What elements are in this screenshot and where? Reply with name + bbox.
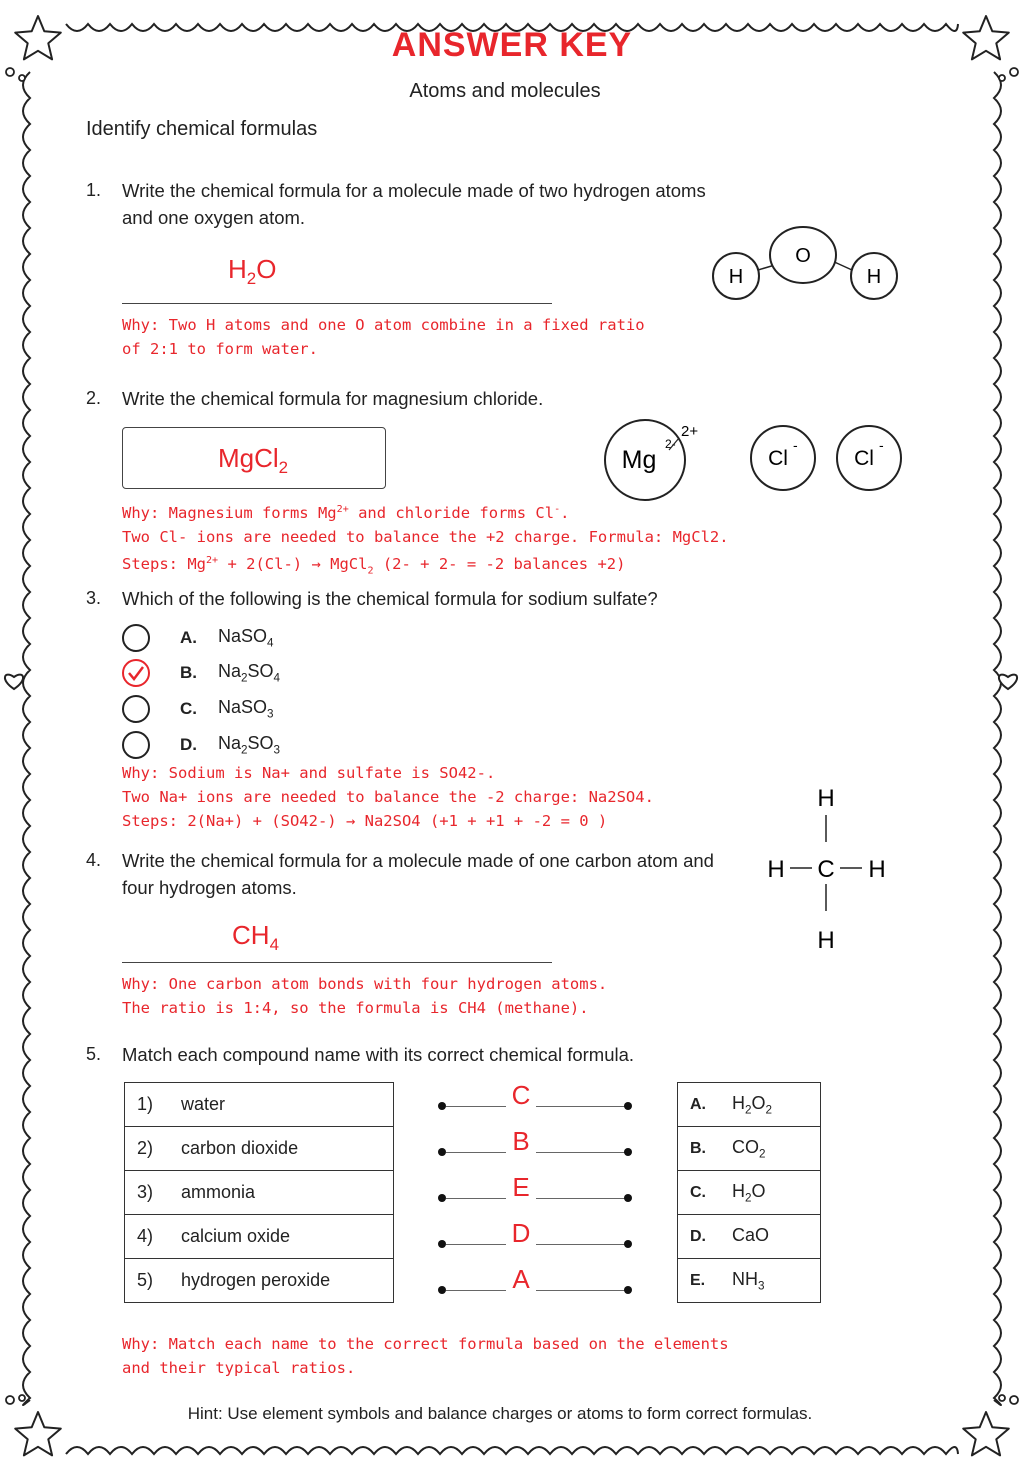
- formula-cell: [678, 1215, 821, 1259]
- magnesium-inner-charge: 2-: [665, 437, 676, 451]
- match-dot-left[interactable]: [438, 1194, 446, 1202]
- superscript: -: [554, 504, 561, 515]
- formula-cell: [678, 1127, 821, 1171]
- compound-row: [125, 1083, 394, 1127]
- formula-subscript: 2: [241, 671, 248, 685]
- border-scallop: [23, 72, 30, 1405]
- answer-subscript: 4: [269, 935, 279, 955]
- match-line: [446, 1106, 626, 1107]
- option-letter: B.: [180, 663, 197, 682]
- formula-cell: [678, 1171, 821, 1215]
- match-line: [446, 1198, 626, 1199]
- formula-subscript: 3: [267, 707, 274, 721]
- formula-row: [678, 1083, 821, 1127]
- question-2-explanation: [122, 498, 729, 583]
- check-icon: [124, 661, 148, 685]
- formula-subscript: 4: [267, 636, 274, 650]
- superscript: 2+: [206, 555, 219, 567]
- question-3-explanation: [122, 761, 654, 833]
- formula-part: CO: [732, 1136, 759, 1157]
- formula-subscript: 3: [273, 743, 281, 757]
- formula-letter: E.: [690, 1271, 706, 1289]
- explanation-line: Two Cl- ions are needed to balance the +2 charge. Formula: MgCl2.: [122, 528, 729, 547]
- question-4-answer-line: [122, 962, 552, 963]
- formula-part: Na: [218, 733, 242, 753]
- compound-cell: [125, 1127, 394, 1171]
- question-3-number: 3.: [86, 588, 102, 608]
- formula-letter: A.: [690, 1095, 706, 1113]
- match-dot-left[interactable]: [438, 1102, 446, 1110]
- formula-cell: [678, 1259, 821, 1303]
- text-run: and chloride forms Cl: [348, 504, 555, 523]
- match-answer-letter: E: [506, 1172, 536, 1203]
- answer-subscript: 2: [278, 458, 289, 478]
- question-4-line-2: four hydrogen atoms.: [122, 877, 297, 898]
- formula-letter: C.: [690, 1183, 706, 1201]
- hydrogen-atom-left: H: [728, 266, 744, 288]
- match-dot-right[interactable]: [624, 1286, 632, 1294]
- oxygen-atom: O: [795, 245, 811, 267]
- option-letter: D.: [180, 735, 197, 754]
- formula-part: O: [751, 1092, 766, 1113]
- compound-row: [125, 1127, 394, 1171]
- text-run: (2- + 2- = -2 balances +2): [373, 555, 626, 574]
- compound-number: 4): [137, 1226, 154, 1246]
- question-1-line-2: and one oxygen atom.: [122, 207, 306, 228]
- hydrogen-atom-right: H: [866, 266, 882, 288]
- question-1-line-1: Write the chemical formula for a molecule made of two hydrogen atoms: [122, 180, 706, 201]
- hydrogen-right: H: [868, 856, 886, 883]
- question-5-text: Match each compound name with its correct chemical formula.: [122, 1044, 635, 1065]
- formula-part: H: [732, 1092, 745, 1113]
- circle-ornament: [1010, 68, 1018, 76]
- hint-text: Hint: Use element symbols and balance charges or atoms to form correct formulas.: [187, 1404, 813, 1423]
- match-dot-right[interactable]: [624, 1194, 632, 1202]
- question-1-text: [122, 177, 706, 231]
- formula-subscript: 3: [758, 1279, 765, 1293]
- explanation-line: Two Na+ ions are needed to balance the -2 charge: Na2SO4.: [122, 788, 654, 806]
- compound-name: hydrogen peroxide: [181, 1270, 331, 1290]
- option-formula: [218, 697, 274, 721]
- question-2-answer: [218, 443, 288, 478]
- text-run: + 2(Cl-) → MgCl: [218, 555, 368, 574]
- explanation-line: Why: Sodium is Na+ and sulfate is SO42-.: [122, 764, 496, 782]
- compound-number: 2): [137, 1138, 154, 1158]
- question-1-answer-line: [122, 303, 552, 304]
- magnesium-ion: Mg: [621, 446, 657, 474]
- formula-part: Na: [218, 661, 242, 681]
- option-letter: C.: [180, 699, 197, 718]
- match-answer-letter: D: [506, 1218, 536, 1249]
- formulas-table: [677, 1082, 821, 1303]
- option-radio-checked[interactable]: [122, 659, 150, 687]
- question-4-line-1: Write the chemical formula for a molecule made of one carbon atom and: [122, 850, 714, 871]
- compound-number: 3): [137, 1182, 154, 1202]
- formula-subscript: 2: [745, 1103, 752, 1117]
- option-radio[interactable]: [122, 624, 150, 652]
- match-dot-right[interactable]: [624, 1148, 632, 1156]
- section-heading: Identify chemical formulas: [86, 118, 318, 140]
- border-scallop: [66, 1447, 958, 1454]
- water-molecule-diagram: [700, 215, 910, 305]
- question-5-explanation: [122, 1332, 729, 1380]
- compound-cell: [125, 1171, 394, 1215]
- formula-row: [678, 1171, 821, 1215]
- match-answer-letter: C: [506, 1080, 536, 1111]
- explanation-line: The ratio is 1:4, so the formula is CH4 (methane).: [122, 999, 589, 1017]
- match-line: [446, 1290, 626, 1291]
- compound-name: water: [181, 1094, 226, 1114]
- formula-part: NaSO: [218, 697, 268, 717]
- text-run: Why: Magnesium forms Mg: [122, 504, 337, 523]
- match-line: [446, 1244, 626, 1245]
- formula-subscript: 2: [759, 1147, 766, 1161]
- explanation-line: and their typical ratios.: [122, 1359, 356, 1377]
- compound-row: [125, 1215, 394, 1259]
- heart-icon: [999, 675, 1017, 689]
- option-letter: A.: [180, 628, 197, 647]
- option-formula: [218, 733, 280, 757]
- option-radio[interactable]: [122, 731, 150, 759]
- magnesium-charge: 2+: [681, 423, 699, 440]
- question-1-number: 1.: [86, 180, 102, 200]
- question-2-number: 2.: [86, 388, 102, 408]
- hydrogen-top: H: [817, 785, 835, 812]
- question-1-answer: [228, 254, 276, 289]
- match-line: [446, 1152, 626, 1153]
- heart-icon: [5, 675, 23, 689]
- hydrogen-bottom: H: [817, 927, 835, 954]
- formula-part: NH: [732, 1268, 758, 1289]
- formula-subscript: 2: [765, 1103, 773, 1117]
- match-dot-right[interactable]: [624, 1240, 632, 1248]
- answer-part: MgCl: [218, 443, 279, 473]
- formula-part: NaSO: [218, 626, 268, 646]
- compound-names-table: [124, 1082, 394, 1303]
- formula-letter: D.: [690, 1227, 706, 1245]
- formula-row: [678, 1259, 821, 1303]
- compound-row: [125, 1171, 394, 1215]
- compound-number: 1): [137, 1094, 154, 1114]
- explanation-line: Steps: 2(Na+) + (SO42-) → Na2SO4 (+1 + +1 + -2 = 0 ): [122, 812, 608, 830]
- question-1-explanation: [122, 313, 645, 361]
- text-run: Steps: Mg: [122, 555, 206, 574]
- match-answer-letter: B: [506, 1126, 536, 1157]
- answer-subscript: 2: [246, 269, 257, 289]
- chloride-ion-1: Cl: [768, 447, 788, 470]
- option-formula: [218, 626, 274, 650]
- match-dot-left[interactable]: [438, 1286, 446, 1294]
- formula-subscript: 2: [241, 743, 248, 757]
- page-title: ANSWER KEY: [391, 26, 633, 64]
- option-radio[interactable]: [122, 695, 150, 723]
- compound-name: calcium oxide: [181, 1226, 291, 1246]
- methane-structure-diagram: [760, 780, 900, 955]
- text-run: .: [560, 504, 570, 523]
- compound-name: ammonia: [181, 1182, 256, 1202]
- question-4-answer: [232, 920, 279, 955]
- answer-part: CH: [232, 920, 270, 950]
- superscript: 2+: [336, 504, 349, 515]
- explanation-line: Why: One carbon atom bonds with four hydrogen atoms.: [122, 975, 608, 993]
- question-2-text: Write the chemical formula for magnesium chloride.: [122, 388, 544, 409]
- answer-part: O: [256, 254, 277, 284]
- answer-part: H: [228, 254, 247, 284]
- chloride-charge-2: -: [879, 437, 884, 453]
- compound-cell: [125, 1083, 394, 1127]
- hydrogen-left: H: [767, 856, 785, 883]
- compound-name: carbon dioxide: [181, 1138, 299, 1158]
- question-4-number: 4.: [86, 850, 102, 870]
- formula-subscript: 2: [745, 1191, 752, 1205]
- formula-part: CaO: [732, 1224, 770, 1245]
- formula-row: [678, 1127, 821, 1171]
- compound-cell: [125, 1215, 394, 1259]
- question-4-explanation: [122, 972, 607, 1020]
- circle-ornament: [6, 68, 14, 76]
- circle-ornament: [19, 1395, 25, 1401]
- chloride-ion-2: Cl: [854, 447, 874, 470]
- question-5-number: 5.: [86, 1044, 102, 1064]
- carbon-atom: C: [817, 856, 835, 883]
- page-subtitle: Atoms and molecules: [409, 80, 601, 102]
- circle-ornament: [1010, 1396, 1018, 1404]
- formula-subscript: 4: [273, 671, 281, 685]
- formula-part: SO: [247, 661, 274, 681]
- chloride-charge-1: -: [793, 437, 798, 453]
- explanation-line: [122, 549, 729, 583]
- magnesium-chloride-diagram: [595, 410, 915, 505]
- option-formula: [218, 661, 280, 685]
- match-dot-left[interactable]: [438, 1240, 446, 1248]
- formula-cell: [678, 1083, 821, 1127]
- compound-row: [125, 1259, 394, 1303]
- explanation-line: of 2:1 to form water.: [122, 340, 318, 358]
- circle-ornament: [999, 1395, 1005, 1401]
- formula-part: SO: [247, 733, 274, 753]
- formula-letter: B.: [690, 1139, 706, 1157]
- explanation-line: Why: Two H atoms and one O atom combine in a fixed ratio: [122, 316, 645, 334]
- formula-row: [678, 1215, 821, 1259]
- circle-ornament: [6, 1396, 14, 1404]
- compound-number: 5): [137, 1270, 154, 1290]
- match-answer-letter: A: [506, 1264, 536, 1295]
- subscript: 2: [367, 565, 374, 577]
- question-4-text: [122, 847, 714, 901]
- border-scallop: [994, 72, 1001, 1405]
- formula-part: H: [732, 1180, 745, 1201]
- question-3-text: Which of the following is the chemical formula for sodium sulfate?: [122, 588, 658, 609]
- match-dot-right[interactable]: [624, 1102, 632, 1110]
- match-dot-left[interactable]: [438, 1148, 446, 1156]
- explanation-line: Why: Match each name to the correct formula based on the elements: [122, 1335, 729, 1353]
- formula-part: O: [751, 1180, 766, 1201]
- compound-cell: [125, 1259, 394, 1303]
